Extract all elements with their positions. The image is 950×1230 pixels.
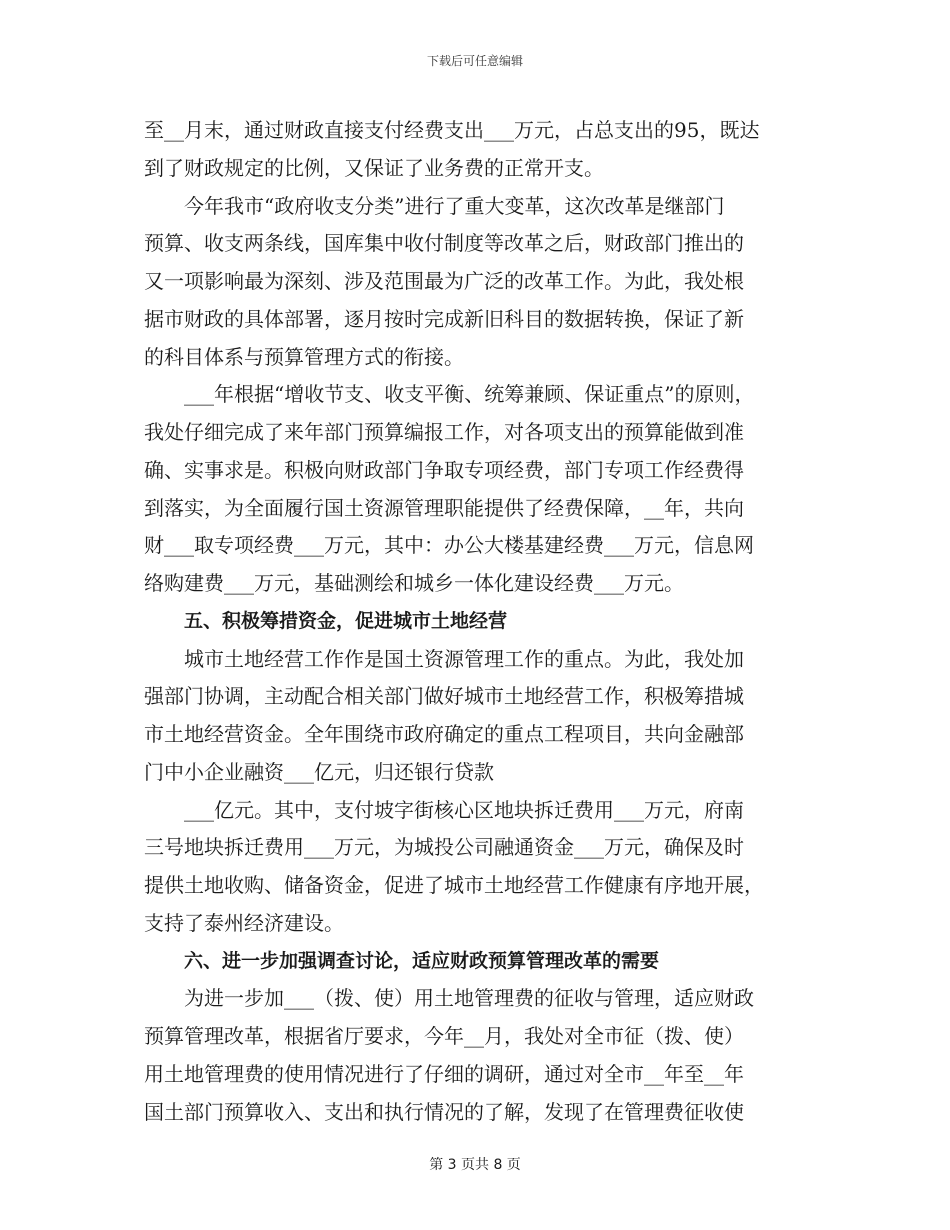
paragraph-start: 为进一步加___（拨、使）用土地管理费的征收与管理，适应财政	[184, 986, 754, 1011]
text-line: 强部门协调，主动配合相关部门做好城市土地经营工作，积极筹措城	[144, 684, 744, 709]
text-line: 用土地管理费的使用情况进行了仔细的调研，通过对全市__年至__年	[144, 1061, 744, 1086]
text-line: 确、实事求是。积极向财政部门争取专项经费，部门专项工作经费得	[144, 457, 744, 482]
text-line: 络购建费___万元，基础测绘和城乡一体化建设经费___万元。	[144, 571, 684, 595]
text-line: 财___取专项经费___万元，其中：办公大楼基建经费___万元，信息网	[144, 533, 754, 558]
text-line: 到落实，为全面履行国土资源管理职能提供了经费保障，__年，共向	[144, 495, 744, 520]
text-line: 到了财政规定的比例，又保证了业务费的正常开支。	[144, 155, 604, 180]
paragraph-start: 城市土地经营工作作是国土资源管理工作的重点。为此，我处加	[184, 646, 744, 671]
text-line: 提供土地收购、储备资金，促进了城市土地经营工作健康有序地开展，	[144, 873, 764, 897]
document-body	[144, 112, 806, 1131]
text-line: 据市财政的具体部署，逐月按时完成新旧科目的数据转换，保证了新	[144, 306, 744, 331]
section-heading: 六、进一步加强调查讨论，适应财政预算管理改革的需要	[184, 949, 660, 972]
paragraph-start: 今年我市“政府收支分类”进行了重大变革，这次改革是继部门	[184, 193, 725, 218]
text-line: 预算管理改革，根据省厅要求，今年__月，我处对全市征（拨、使）	[144, 1024, 744, 1048]
text-line: 三号地块拆迁费用___万元，为城投公司融通资金___万元，确保及时	[144, 835, 744, 860]
text-line: 我处仔细完成了来年部门预算编报工作，对各项支出的预算能做到准	[144, 420, 744, 444]
text-line: 的科目体系与预算管理方式的衔接。	[144, 344, 464, 369]
text-line: 至__月末，通过财政直接支付经费支出___万元，占总支出的95，既达	[144, 118, 760, 142]
text-line: 市土地经营资金。全年围绕市政府确定的重点工程项目，共向金融部	[144, 722, 744, 746]
section-heading: 五、积极筹措资金，促进城市土地经营	[184, 609, 508, 632]
text-line: 又一项影响最为深刻、涉及范围最为广泛的改革工作。为此，我处根	[144, 269, 744, 293]
text-line: 门中小企业融资___亿元，归还银行贷款	[144, 759, 494, 784]
text-line: 支持了泰州经济建设。	[144, 910, 344, 935]
page-footer: 第 3 页共 8 页	[429, 1157, 521, 1173]
page-header: 下载后可任意编辑	[426, 54, 523, 68]
text-line: 国土部门预算收入、支出和执行情况的了解，发现了在管理费征收使	[144, 1099, 744, 1124]
paragraph-start: ___年根据“增收节支、收支平衡、统筹兼顾、保证重点”的原则，	[184, 382, 755, 407]
paragraph-start: ___亿元。其中，支付坡字街核心区地块拆迁费用___万元，府南	[184, 797, 744, 822]
text-line: 预算、收支两条线，国库集中收付制度等改革之后，财政部门推出的	[144, 231, 744, 256]
